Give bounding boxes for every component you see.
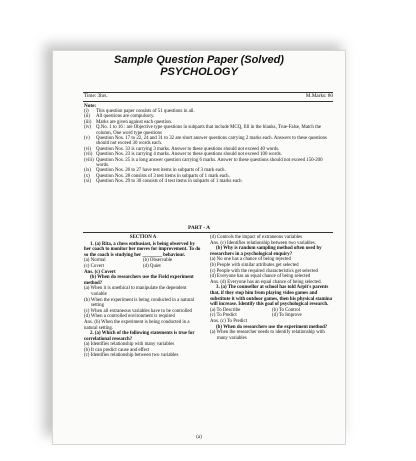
section-heading: SECTION A	[129, 235, 157, 240]
note-item: (x) Question Nos. 28 consists of 3 test items in subparts of 1 mark each.	[84, 173, 230, 179]
option: (d) Controls the impact of extraneous variables	[210, 235, 303, 240]
right-column	[210, 235, 334, 341]
option: (c) People with the required characteristics get selected	[210, 268, 318, 274]
answer-3a: Ans. (c) To Predict	[210, 318, 248, 324]
left-column	[84, 235, 202, 359]
question-paper-page	[52, 50, 346, 445]
answer-2a: Ans. (c) Identifies relationship between two variables.	[210, 240, 316, 246]
option: (a) Normal	[84, 258, 106, 264]
question-3b: (b) When do researchers use the experiment method?	[216, 324, 328, 330]
note-item: (viii) Question Nos. 25 is a long answer question carrying 6 marks. Answer to these questions should not exceed 150-200 words.	[84, 157, 323, 169]
option: (a) Identifies relationship with many variables	[84, 342, 175, 348]
note-item: (ii) All questions are compulsory.	[84, 114, 155, 120]
option: (d) Everyone has an equal chance of being selected	[210, 274, 311, 280]
note-item: (vii) Question Nos. 23 is carrying 4 marks. Answer to these questions should not exceed 100 words.	[84, 152, 282, 158]
max-marks-label: M.Marks: 80	[305, 93, 333, 99]
option: (b) People with similar attributes get selected	[210, 262, 299, 268]
option: (b) Observable	[143, 258, 173, 264]
question-1a: 1. (a) Rita, a chess enthusiast, is being observed by her coach to monitor her moves for improvement. To do so the coach is studying her ________ behaviour.	[84, 241, 201, 258]
option: (c) When all extraneous variables have to be controlled	[84, 308, 193, 314]
notes-list	[84, 109, 334, 185]
note-item: (iii) Marks are given against each question.	[84, 119, 173, 125]
part-heading: PART - A	[187, 225, 211, 231]
question-2a: 2. (a) Which of the following statements is true for correlational research?	[84, 331, 195, 342]
note-item: (v) Question Nos. 17 to 22, 24 and 31 to 32 are short answer questions carrying 2 marks each. Answers to these questions should not exceed 30 words each.	[84, 136, 327, 147]
option: (a) No one has a chance of being rejected	[210, 257, 291, 263]
paper-title: Sample Question Paper (Solved)	[114, 54, 284, 66]
answer-2b: Ans. (d) Everyone has an equal chance of being selected.	[210, 279, 322, 285]
question-2b: (b) Why is random sampling method often used by researchers in a psychological enquiry?	[210, 246, 322, 257]
option: (a) When it is unethical to manipulate the dependent variable	[84, 286, 187, 297]
option: (c) Covert	[84, 263, 104, 269]
option: (a) To Describe	[210, 307, 241, 313]
option: (c) To Predict	[210, 313, 237, 319]
note-item: (i) This question paper consists of 51 questions in all.	[84, 109, 195, 114]
option: (b) When the experiment is being conducted in a natural setting	[84, 297, 195, 309]
note-label: Note:	[84, 103, 97, 109]
header-rule-top	[83, 92, 333, 93]
option: (c) Identifies relationship between two variables	[84, 353, 179, 359]
option: (b) To Control	[272, 307, 301, 313]
time-label: Time: 3hrs.	[84, 93, 108, 99]
part-rule	[83, 232, 333, 233]
note-item: (xi) Question Nos. 29 to 30 consists of 4 test items in subparts of 1 marks each	[84, 179, 242, 185]
option: (d) When a controlled environment is required	[84, 314, 175, 320]
answer-1b: Ans. (b) When the experiment is being conducted in a natural setting.	[84, 319, 190, 331]
note-item: (vi) Question Nos. 33 is carrying 3 marks. Answer to these questions should not exceed 40 words.	[84, 146, 280, 152]
question-1a-options	[84, 258, 202, 269]
header-rule-bottom	[83, 101, 333, 102]
question-3a: 3. (a) The counsellor at school has told Arpit's parents that, if they stop him from playing video games and substitute it with outdoor games, then his physical stamina will increase. Identify this goal of psychological research.	[210, 285, 333, 308]
note-item: (iv) Q.No. 1 to 16 : are Objective type questions in subparts that include MCQ, fill in the blanks, True-False, Match the column, One word type questions	[84, 125, 322, 136]
question-1b: (b) When do researchers use the Field experiment method?	[84, 275, 194, 286]
question-3a-options	[210, 308, 334, 319]
note-item: (ix) Question Nos. 26 to 27 have test items in subparts of 3 mark each.	[84, 168, 226, 174]
page-number: (a)	[196, 435, 202, 440]
option: (d) Quiet	[143, 263, 161, 269]
option: (a) When the researcher needs to identify relationship with many variables	[210, 330, 325, 341]
option: (d) To Improve	[272, 313, 302, 319]
subject-title: PSYCHOLOGY	[160, 66, 238, 78]
answer-1a: Ans. (c) Covert	[84, 269, 116, 275]
option: (b) It can predict cause and effect	[84, 347, 150, 353]
